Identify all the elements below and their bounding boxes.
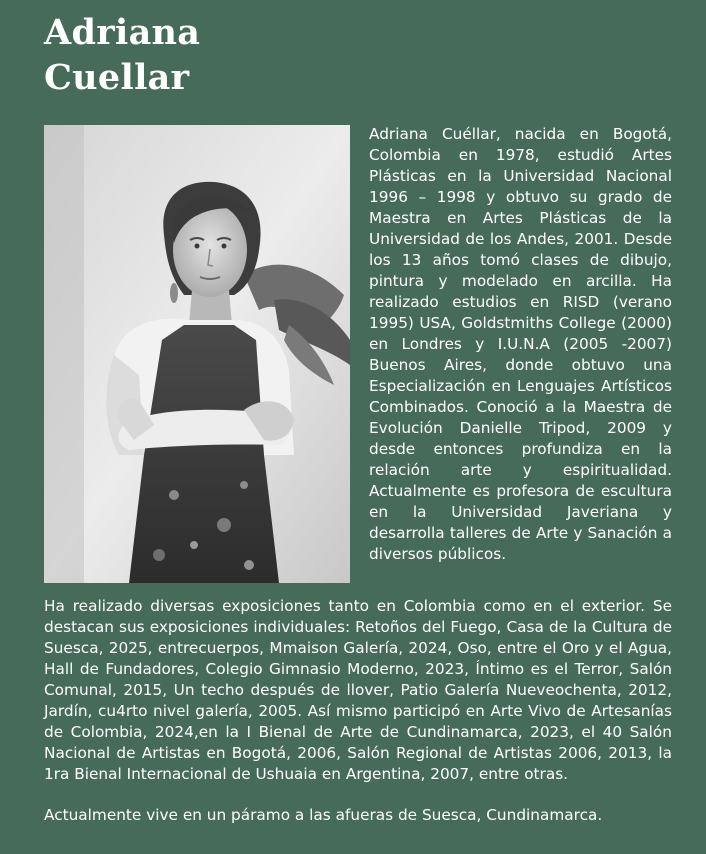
residence-paragraph: Actualmente vive en un páramo a las afueras de Suesca, Cundinamarca. [44, 806, 603, 824]
title-line-last-name: Cuellar [44, 57, 190, 98]
exhibitions-paragraph: Ha realizado diversas exposiciones tanto en Colombia como en el exterior. Se destacan sus exposiciones individuales: Retoños del Fuego, Casa de la Cultura de Suesca, 2025, entrecuerpos, Mmaison Galería, 2024, Oso, entre el Oro y el Agua, Hall de Fundadores, Colegio Gimnasio Moderno, 2023, Íntimo es el Terror, Salón Comunal, 2015, Un techo después de llover, Patio Galería Nueveochenta, 2012, Jardín, cu4rto nivel galería, 2005. Así mismo participó en Arte Vivo de Artesanías de Colombia, 2024,en la I Bienal de Arte de Cundinamarca, 2023, el 40 Salón Nacional de Artistas en Bogotá, 2006, Salón Regional de Artistas 2006, 2013, la 1ra Bienal Internacional de Ushuaia en Argentina, 2007, entre otras. [44, 597, 672, 783]
title-line-first-name: Adriana [44, 12, 201, 53]
biography-paragraph: Adriana Cuéllar, nacida en Bogotá, Colombia en 1978, estudió Artes Plásticas en la Universidad Nacional 1996 – 1998 y obtuvo su grado de Maestra en Artes Plásticas de la Universidad de los Andes, 2001. Desde los 13 años tomó clases de dibujo, pintura y modelado en arcilla. Ha realizado estudios en RISD (verano 1995) USA, Goldstmiths College (2000) en Londres y I.U.N.A (2005 -2007) Buenos Aires, donde obtuvo una Especialización en Lenguajes Artísticos Combinados. Conoció a la Maestra de Evolución Danielle Tripod, 2009 y desde entonces profundiza en la relación arte y espiritualidad. Actualmente es profesora de escultura en la Universidad Javeriana y desarrolla talleres de Arte y Sanación a diversos públicos. [369, 125, 672, 563]
artist-name-title [44, 10, 200, 100]
portrait-photo [44, 125, 350, 583]
